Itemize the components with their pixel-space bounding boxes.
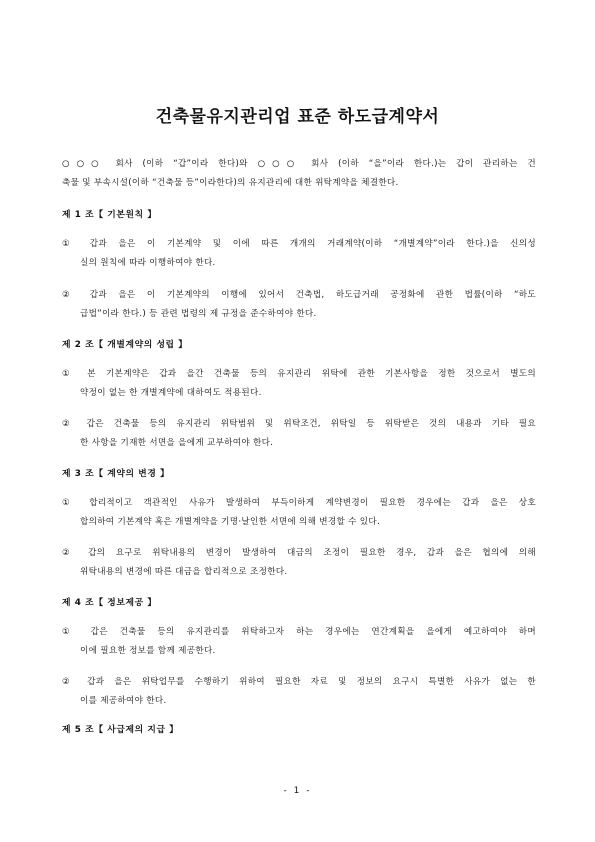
article-1-clause-1 [62,235,536,273]
clause-line: 한 사항을 기재한 서면을 을에게 교부하여야 한다. [80,438,274,448]
clause-line: 위탁내용의 변경에 따른 대금을 합리적으로 조정한다. [80,567,288,577]
article-2-clause-2 [62,415,536,453]
article-3-heading: 제 3 조【 계약의 변경 】 [62,469,170,479]
clause-line: 약정이 없는 한 개별계약에 대하여도 적용된다. [80,388,262,398]
clause-line: ② 갑과 을은 이 기본계약의 이행에 있어서 건축법, 하도급거래 공정화에 관한 법률(이하 “하도 [62,290,536,300]
clause-line: ① 합리적이고 객관적인 사유가 발생하여 부득이하게 계약변경이 필요한 경우에는 갑과 을은 상호 [62,498,536,508]
intro-paragraph [62,155,536,193]
clause-line: ① 갑은 건축물 등의 유지관리를 위탁하고자 하는 경우에는 연간계획을 을에게 예고하여야 하며 [62,627,536,637]
article-4-clause-2 [62,673,536,711]
article-1-clause-2 [62,286,536,324]
article-4-clause-1 [62,623,536,661]
article-3-clause-2 [62,544,536,582]
intro-line: 축물 및 부속시설(이하 “건축물 등”이라한다)의 유지관리에 대한 위탁계약을 체결한다. [62,178,399,188]
clause-line: ② 갑의 요구로 위탁내용의 변경이 발생하여 대금의 조정이 필요한 경우, 갑과 을은 협의에 의해 [62,548,536,558]
article-2-clause-1 [62,365,536,403]
page-number: - 1 - [283,786,312,796]
clause-line: 합의하여 기본계약 혹은 개별계약을 기명·날인한 서면에 의해 변경할 수 있다. [80,517,380,527]
clause-line: ① 본 기본계약은 갑과 을간 건축물 등의 유지관리 위탁에 관한 기본사항을 정한 것으로서 별도의 [62,369,536,379]
clause-line: ① 갑과 을은 이 기본계약 및 이에 따른 개개의 거래계약(이하 “개별계약”이라 한다.)을 신의성 [62,239,536,249]
clause-line: 이를 제공하여야 한다. [80,696,167,706]
article-2-heading: 제 2 조【 개별계약의 성립 】 [62,340,188,350]
article-5-heading: 제 5 조【 사급제의 지급 】 [62,725,179,735]
clause-line: ② 갑과 을은 위탁업무를 수행하기 위하여 필요한 자료 및 정보의 요구시 특별한 사유가 없는 한 [62,677,536,687]
clause-line: 실의 원칙에 따라 이행하여야 한다. [80,258,216,268]
article-3-clause-1 [62,494,536,532]
clause-line: 급법”이라 한다.) 등 관련 법령의 제 규정을 준수하여야 한다. [80,309,317,319]
document-title: 건축물유지관리업 표준 하도급계약서 [155,107,440,127]
intro-line: ○○○ 회사 (이하 “갑”이라 한다)와 ○○○ 회사 (이하 “을”이라 한다.)는 갑이 관리하는 건 [62,159,536,169]
article-1-heading: 제 1 조【 기본원칙 】 [62,210,157,220]
clause-line: 이에 필요한 정보를 함께 제공한다. [80,646,216,656]
article-4-heading: 제 4 조【 정보제공 】 [62,598,157,608]
clause-line: ② 갑은 건축물 등의 유지관리 위탁범위 및 위탁조건, 위탁일 등 위탁받은 것의 내용과 기타 필요 [62,419,536,429]
